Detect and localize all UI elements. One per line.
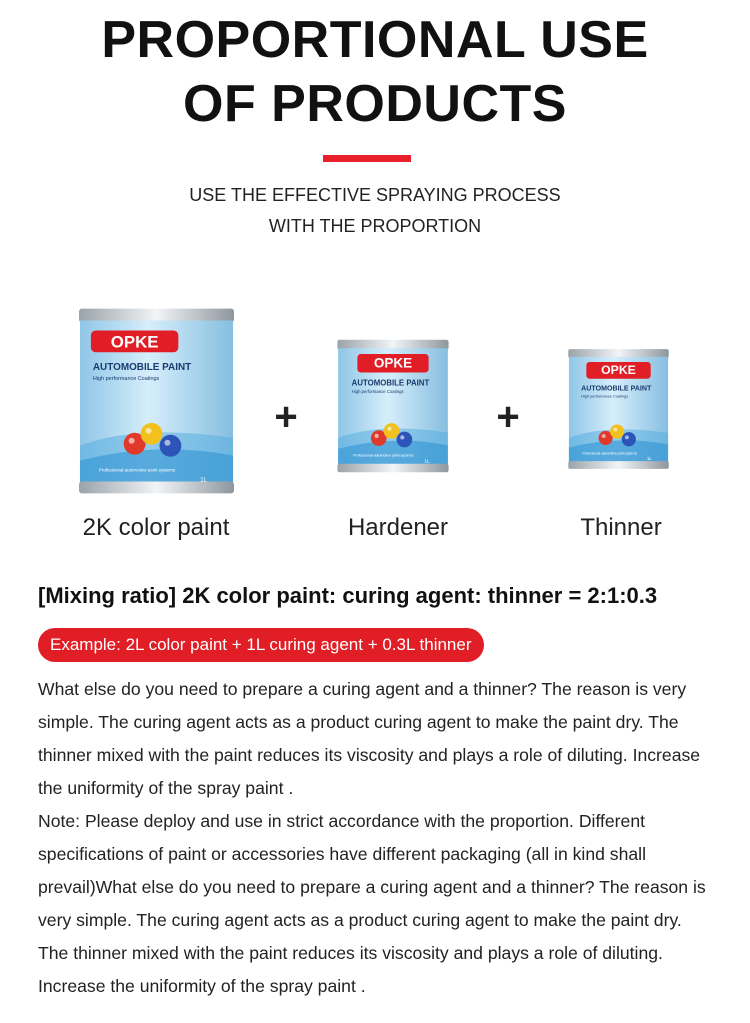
can-label: AUTOMOBILE PAINT (92, 362, 192, 374)
can-tagline: High performance Coatings (92, 376, 160, 383)
can-volume: 1L (646, 455, 652, 461)
caption-color-paint: 2K color paint (82, 514, 230, 541)
paint-can-hardener (336, 338, 450, 474)
subtitle-line-1: USE THE EFFECTIVE SPRAYING PROCESS (189, 185, 561, 205)
title-line-1: PROPORTIONAL USE (101, 11, 649, 69)
can-brand: OPKE (373, 355, 413, 371)
paint-can-thinner (567, 347, 670, 471)
can-tagline: High performance Coatings (581, 394, 629, 399)
can-brand: OPKE (601, 363, 636, 378)
can-footer: Professional automotive paint systems (98, 467, 176, 473)
can-brand: OPKE (110, 332, 159, 352)
can-label: AUTOMOBILE PAINT (581, 384, 652, 393)
can-label: AUTOMOBILE PAINT (351, 378, 430, 388)
paragraph-2: Note: Please deploy and use in strict accordance with the proportion. Different specifications of paint or accessories have different packaging (all in kind shall prevail)What else do you need to prepare a curing agent and a thinner? The reason is very simple. The curing agent acts as a product curing agent to make the paint dry. The thinner mixed with the paint reduces its viscosity and plays a role of diluting. Increase the uniformity of the spray paint . (38, 811, 706, 996)
can-footer: Professional automotive paint systems (353, 453, 414, 458)
caption-hardener: Hardener (347, 514, 449, 541)
page-title (0, 8, 750, 136)
can-footer: Professional automotive paint systems (582, 451, 638, 456)
example-badge: Example: 2L color paint + 1L curing agent + 0.3L thinner (38, 628, 484, 662)
paint-can-color-paint (77, 306, 236, 496)
caption-thinner: Thinner (580, 514, 662, 541)
plus-sign-1: + (274, 395, 298, 439)
paragraph-1: What else do you need to prepare a curing agent and a thinner? The reason is very simple. The curing agent acts as a product curing agent to make the paint dry. The thinner mixed with the paint reduces its viscosity and plays a role of diluting. Increase the uniformity of the spray paint . (38, 679, 701, 798)
can-volume: 1L (200, 477, 207, 484)
title-accent-bar (323, 155, 411, 162)
subtitle (0, 180, 750, 242)
can-tagline: High performance Coatings (351, 389, 404, 395)
subtitle-line-2: WITH THE PROPORTION (268, 216, 482, 236)
title-line-2: OF PRODUCTS (183, 75, 567, 133)
plus-sign-2: + (496, 395, 520, 439)
paint-can-image (567, 347, 670, 471)
paint-can-image (336, 338, 450, 474)
can-volume: 1L (424, 458, 430, 465)
description-text (38, 673, 710, 1003)
mixing-ratio-heading: [Mixing ratio] 2K color paint: curing agent: thinner = 2:1:0.3 (38, 583, 658, 608)
paint-can-image (77, 306, 236, 496)
